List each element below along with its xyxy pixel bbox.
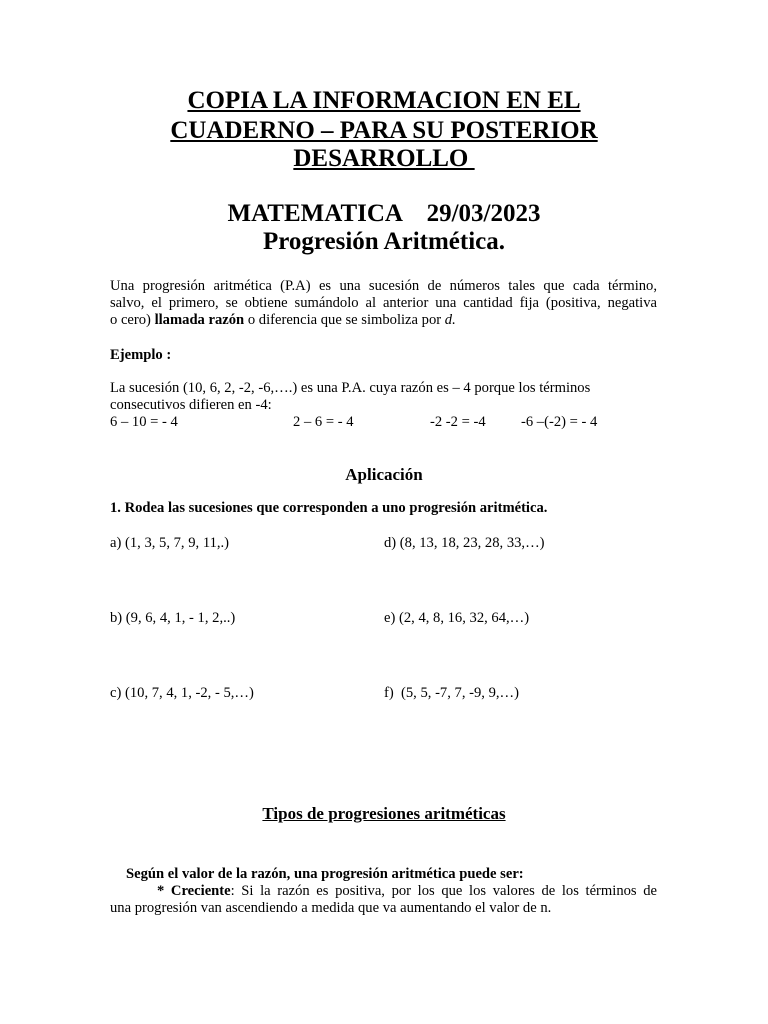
definition-line-3-rest: o diferencia que se simboliza por <box>244 312 445 328</box>
option-d: d) (8, 13, 18, 23, 28, 33,…) <box>384 535 545 551</box>
creciente-label: * Creciente <box>157 883 231 899</box>
ratio-symbol: d. <box>444 312 456 328</box>
topic-title: Progresión Aritmética. <box>262 228 506 255</box>
header-line-3: DESARROLLO <box>293 145 475 172</box>
option-c: c) (10, 7, 4, 1, -2, - 5,…) <box>110 685 254 701</box>
header-line-2: CUADERNO – PARA SU POSTERIOR <box>170 117 598 144</box>
application-question: 1. Rodea las sucesiones que corresponden a uno progresión aritmética. <box>110 500 548 516</box>
example-line-2: consecutivos difieren en -4: <box>110 397 272 413</box>
example-title: Ejemplo : <box>110 347 172 363</box>
definition-line-3-start: o cero) <box>110 312 155 328</box>
application-title: Aplicación <box>345 465 423 484</box>
subject-name-date: MATEMATICA 29/03/2023 <box>227 200 541 227</box>
types-item-line-2: una progresión van ascendiendo a medida que va aumentando el valor de n. <box>110 900 552 916</box>
option-e: e) (2, 4, 8, 16, 32, 64,…) <box>384 610 530 626</box>
option-f: f) (5, 5, -7, 7, -9, 9,…) <box>384 685 519 701</box>
option-a: a) (1, 3, 5, 7, 9, 11,.) <box>110 535 230 551</box>
example-op-3: -2 -2 = -4 <box>430 414 486 430</box>
types-title: Tipos de progresiones aritméticas <box>262 804 506 823</box>
types-item-line-1 <box>157 883 657 900</box>
example-op-2: 2 – 6 = - 4 <box>293 414 354 430</box>
definition-line-3 <box>110 312 456 329</box>
example-line-1: La sucesión (10, 6, 2, -2, -6,….) es una P.A. cuya razón es – 4 porque los términos <box>110 380 591 396</box>
creciente-desc: : Si la razón es positiva, por los que los valores de los términos de <box>230 883 658 899</box>
types-intro: Según el valor de la razón, una progresión aritmética puede ser: <box>126 866 524 882</box>
example-op-1: 6 – 10 = - 4 <box>110 414 178 430</box>
example-op-4: -6 –(-2) = - 4 <box>521 414 598 430</box>
definition-bold-term: llamada razón <box>154 312 245 328</box>
definition-line-1: Una progresión aritmética (P.A) es una sucesión de números tales que cada término, <box>110 278 657 294</box>
header-line-1: COPIA LA INFORMACION EN EL <box>187 87 581 114</box>
definition-line-2: salvo, el primero, se obtiene sumándolo al anterior una cantidad fija (positiva, negativa <box>110 295 657 311</box>
option-b: b) (9, 6, 4, 1, - 1, 2,..) <box>110 610 236 626</box>
